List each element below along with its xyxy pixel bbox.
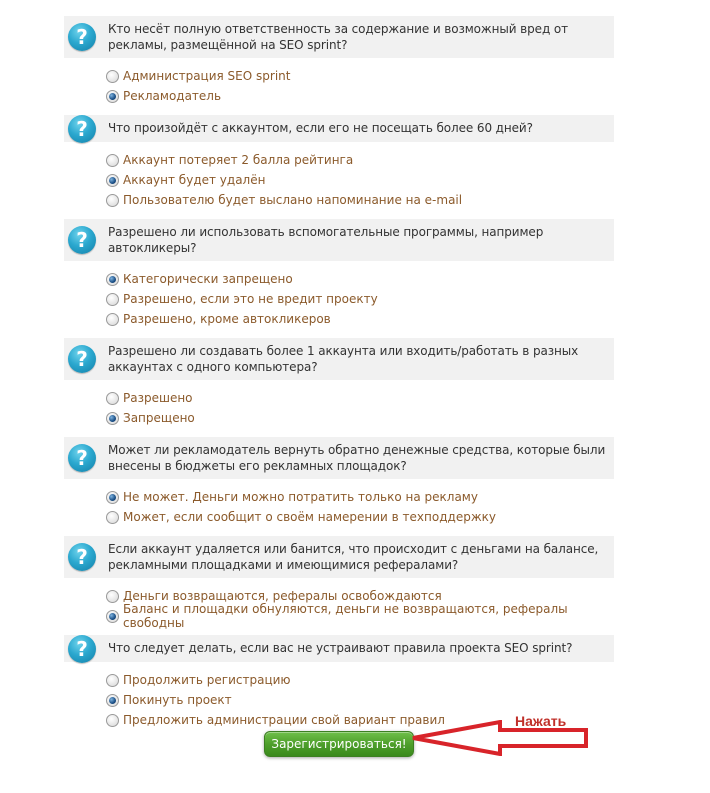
answer-option[interactable] [106,670,614,690]
question-text: Что следует делать, если вас не устраивают правила проекта SEO sprint? [108,641,573,655]
answer-list [64,380,614,437]
answer-option[interactable] [106,408,614,428]
answer-list [64,261,614,338]
radio-button[interactable] [106,392,119,405]
answer-option[interactable] [106,690,614,710]
answer-option[interactable] [106,487,614,507]
answer-label: Продолжить регистрацию [123,673,291,687]
question-header [64,219,614,261]
radio-button[interactable] [106,714,119,727]
question-text: Кто несёт полную ответственность за содержание и возможный вред от рекламы, размещённой на SEO sprint? [108,22,568,52]
radio-button[interactable] [106,511,119,524]
question-text: Если аккаунт удаляется или банится, что происходит с деньгами на балансе, рекламными площадками и имеющимися рефералами? [108,542,599,572]
question-mark-icon: ? [68,226,96,254]
question-mark-icon: ? [68,345,96,373]
answer-label: Не может. Деньги можно потратить только на рекламу [123,490,478,504]
answer-label: Разрешено, кроме автокликеров [123,312,331,326]
question-mark-icon: ? [68,635,96,663]
answer-list [64,578,614,635]
answer-label: Запрещено [123,411,195,425]
answer-option[interactable] [106,66,614,86]
answer-label: Пользователю будет выслано напоминание на e-mail [123,193,463,207]
question-header [64,437,614,479]
answer-label: Может, если сообщит о своём намерении в техподдержку [123,510,496,524]
radio-button-checked[interactable] [106,412,119,425]
question-header [64,635,614,662]
question-text: Может ли рекламодатель вернуть обратно денежные средства, которые были внесены в бюджеты его рекламных площадок? [108,443,606,473]
question-2 [64,115,614,219]
radio-button[interactable] [106,154,119,167]
question-mark-icon: ? [68,444,96,472]
radio-button[interactable] [106,293,119,306]
question-1 [64,16,614,115]
question-header [64,536,614,578]
answer-list [64,58,614,115]
submit-row [264,731,414,757]
answer-label: Баланс и площадки обнуляются, деньги не возвращаются, рефералы свободны [123,602,568,630]
answer-option[interactable] [106,507,614,527]
radio-button[interactable] [106,590,119,603]
question-header [64,16,614,58]
answer-label: Рекламодатель [123,89,222,103]
answer-option[interactable] [106,289,614,309]
radio-button-checked[interactable] [106,174,119,187]
radio-button-checked[interactable] [106,694,119,707]
radio-button[interactable] [106,194,119,207]
answer-label: Деньги возвращаются, рефералы освобождаются [123,589,442,603]
register-button[interactable]: Зарегистрироваться! [264,731,414,757]
question-4 [64,338,614,437]
answer-option[interactable] [106,388,614,408]
question-header [64,115,614,142]
answer-option[interactable] [106,269,614,289]
answer-label: Разрешено, если это не вредит проекту [123,292,378,306]
answer-list [64,142,614,219]
answer-option[interactable] [106,602,614,630]
question-5 [64,437,614,536]
radio-button-checked[interactable] [106,610,119,623]
answer-label: Покинуть проект [123,693,232,707]
click-hint-label: Нажать [515,713,567,729]
answer-label: Администрация SEO sprint [123,69,291,83]
registration-quiz [64,16,614,739]
question-text: Разрешено ли создавать более 1 аккаунта или входить/работать в разных аккаунтах с одного компьютера? [108,344,579,374]
radio-button-checked[interactable] [106,273,119,286]
question-mark-icon: ? [68,23,96,51]
answer-label: Аккаунт будет удалён [123,173,266,187]
radio-button[interactable] [106,674,119,687]
question-mark-icon: ? [68,115,96,143]
radio-button-checked[interactable] [106,90,119,103]
question-mark-icon: ? [68,543,96,571]
radio-button-checked[interactable] [106,491,119,504]
answer-label: Категорически запрещено [123,272,293,286]
question-3 [64,219,614,338]
question-header [64,338,614,380]
radio-button[interactable] [106,313,119,326]
answer-option[interactable] [106,150,614,170]
question-6 [64,536,614,635]
answer-label: Предложить администрации свой вариант правил [123,713,445,727]
radio-button[interactable] [106,70,119,83]
answer-option[interactable] [106,190,614,210]
question-text: Разрешено ли использовать вспомогательные программы, например автокликеры? [108,225,544,255]
question-text: Что произойдёт с аккаунтом, если его не посещать более 60 дней? [108,121,533,135]
answer-label: Разрешено [123,391,193,405]
answer-option[interactable] [106,170,614,190]
answer-option[interactable] [106,309,614,329]
answer-list [64,479,614,536]
answer-option[interactable] [106,86,614,106]
answer-label: Аккаунт потеряет 2 балла рейтинга [123,153,354,167]
